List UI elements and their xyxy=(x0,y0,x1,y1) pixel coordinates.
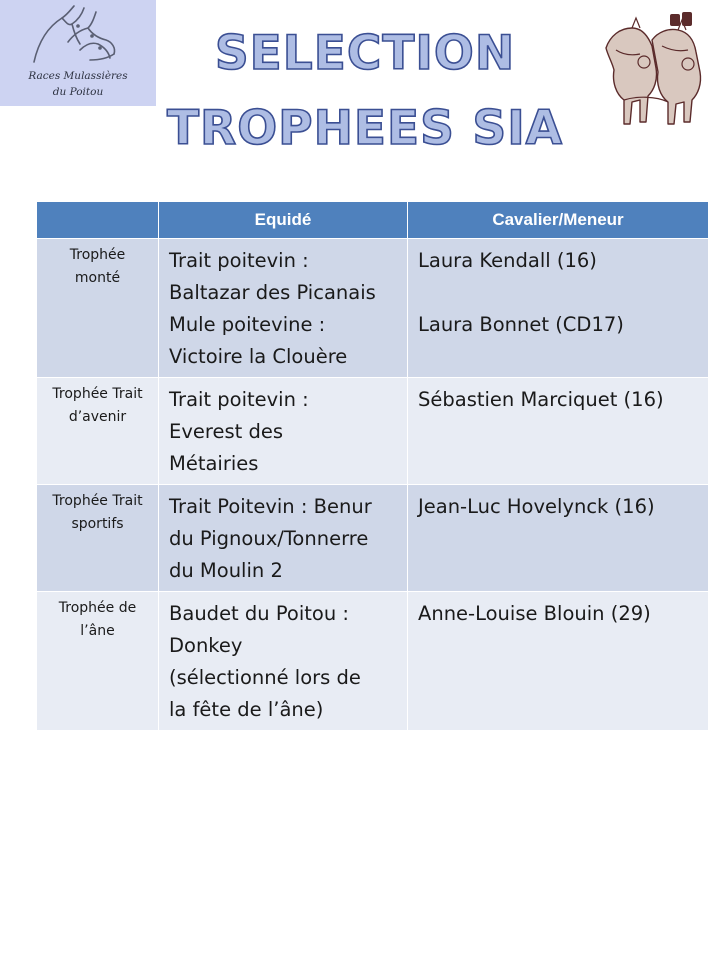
table-row xyxy=(37,378,709,485)
header-cavalier: Cavalier/Meneur xyxy=(408,202,709,239)
equide-cell xyxy=(159,485,408,592)
category-text: Trophée Trait xyxy=(52,493,143,509)
equide-cell xyxy=(159,592,408,731)
rider-text: Anne-Louise Blouin (29) xyxy=(418,602,651,625)
spacer xyxy=(418,277,700,309)
category-text: l’âne xyxy=(80,623,115,639)
page-title-line1: SELECTION xyxy=(214,26,516,81)
equide-text: Trait poitevin : xyxy=(169,388,309,411)
category-text: Trophée Trait xyxy=(52,386,143,402)
page-title-line2: TROPHEES SIA xyxy=(166,101,564,156)
category-text: sportifs xyxy=(71,516,124,532)
category-cell xyxy=(37,239,159,378)
equide-text: Baltazar des Picanais xyxy=(169,281,376,304)
equide-text: Victoire la Clouère xyxy=(169,345,348,368)
category-cell xyxy=(37,485,159,592)
draft-horses-illustration-icon xyxy=(596,10,716,128)
category-cell xyxy=(37,592,159,731)
header-equide: Equidé xyxy=(159,202,408,239)
category-text: monté xyxy=(74,270,121,286)
selection-table xyxy=(36,201,709,731)
rider-text: Laura Kendall (16) xyxy=(418,249,597,272)
equide-text: Métairies xyxy=(169,452,259,475)
equide-text: Baudet du Poitou : xyxy=(169,602,349,625)
category-text: Trophée xyxy=(69,247,126,263)
donkey-heads-logo-icon xyxy=(28,4,124,68)
rider-cell xyxy=(408,378,709,485)
table-row xyxy=(37,485,709,592)
category-text: Trophée de xyxy=(58,600,137,616)
logo xyxy=(0,0,156,106)
equide-text: Trait Poitevin : Benur xyxy=(169,495,372,518)
category-cell xyxy=(37,378,159,485)
rider-cell xyxy=(408,485,709,592)
equide-text: Everest des xyxy=(169,420,283,443)
equide-cell xyxy=(159,378,408,485)
equide-text: Mule poitevine : xyxy=(169,313,326,336)
equide-cell xyxy=(159,239,408,378)
table-row xyxy=(37,239,709,378)
logo-text-line1: Races Mulassières xyxy=(28,70,128,82)
equide-text: du Pignoux/Tonnerre xyxy=(169,527,369,550)
equide-text: (sélectionné lors de xyxy=(169,666,361,689)
rider-text: Laura Bonnet (CD17) xyxy=(418,313,624,336)
equide-text: du Moulin 2 xyxy=(169,559,283,582)
header-category xyxy=(37,202,159,239)
table-header-row xyxy=(37,202,709,239)
rider-cell xyxy=(408,592,709,731)
logo-text-line2: du Poitou xyxy=(52,86,104,98)
table-row xyxy=(37,592,709,731)
rider-text: Sébastien Marciquet (16) xyxy=(418,388,664,411)
equide-text: la fête de l’âne) xyxy=(169,698,324,721)
rider-text: Jean-Luc Hovelynck (16) xyxy=(418,495,655,518)
equide-text: Trait poitevin : xyxy=(169,249,309,272)
equide-text: Donkey xyxy=(169,634,243,657)
rider-cell xyxy=(408,239,709,378)
category-text: d’avenir xyxy=(68,409,127,425)
